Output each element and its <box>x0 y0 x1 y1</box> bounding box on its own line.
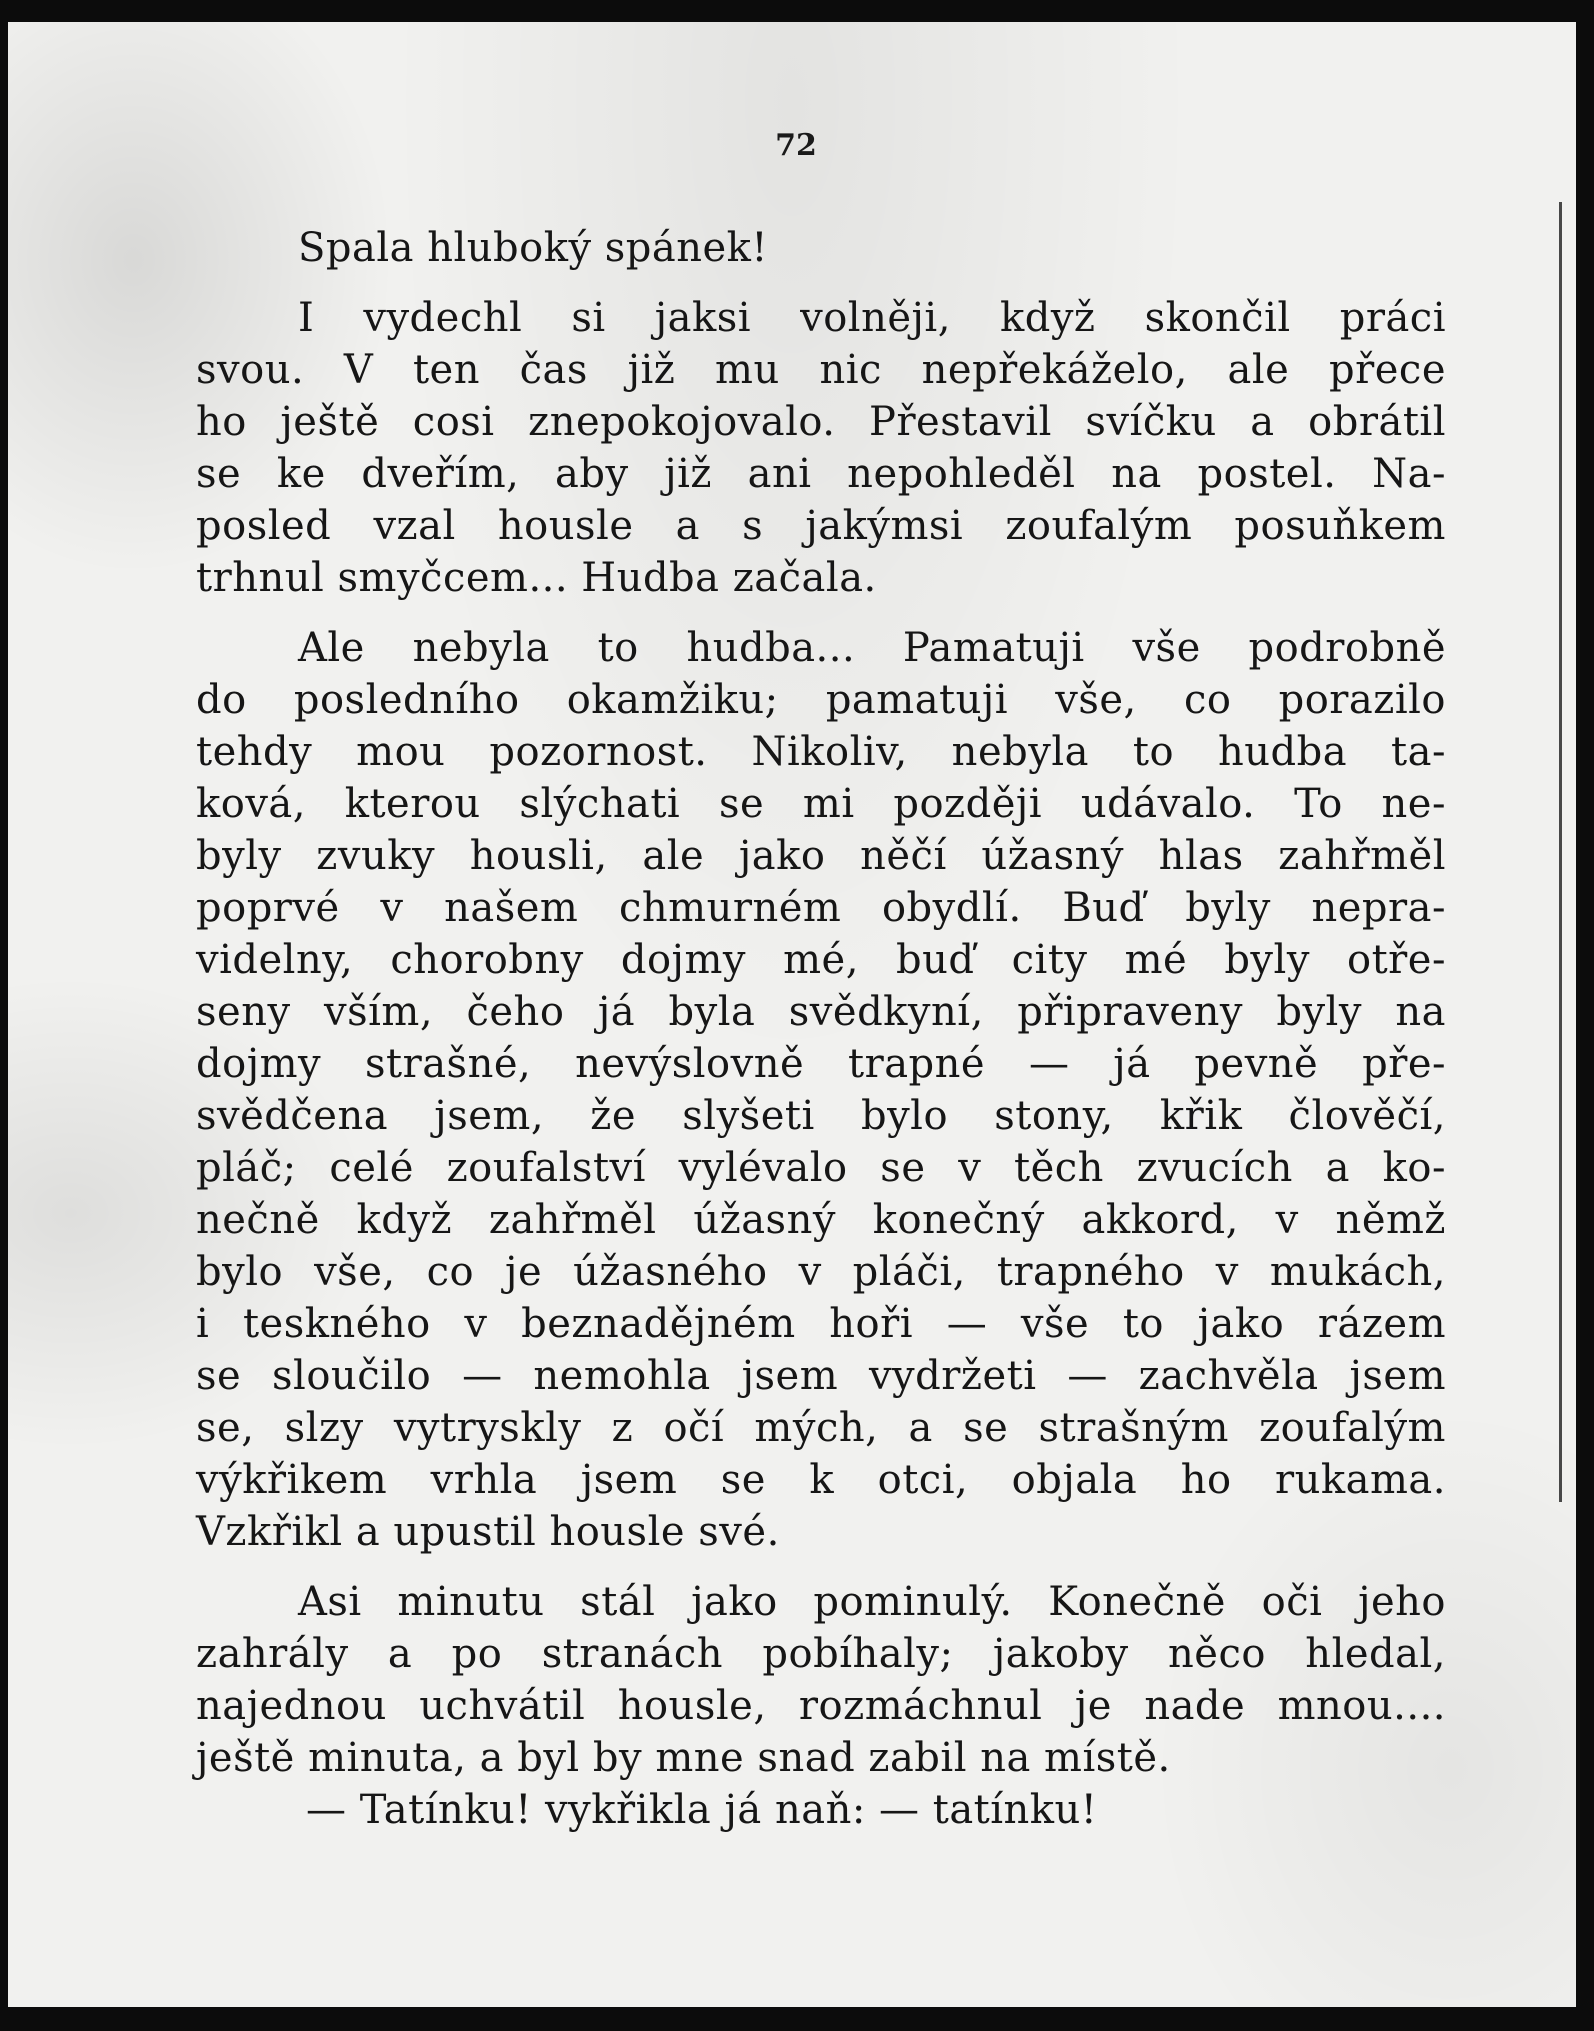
page-edge-shadow <box>1559 202 1562 1502</box>
text-line: Spala hluboký spánek! <box>298 225 768 271</box>
text-line: Ale nebyla to hudba... Pamatuji vše podrobně <box>298 625 1446 671</box>
text-line: najednou uchvátil housle, rozmáchnul je nade mnou.... <box>196 1683 1446 1729</box>
text-line: bylo vše, co je úžasného v pláči, trapného v mukách, <box>196 1249 1446 1295</box>
text-line: poprvé v našem chmurném obydlí. Buď byly nepra- <box>196 885 1446 931</box>
page-number: 72 <box>775 128 817 163</box>
text-line: do posledního okamžiku; pamatuji vše, co porazilo <box>196 677 1446 723</box>
text-line: zahrály a po stranách pobíhaly; jakoby něco hledal, <box>196 1631 1446 1677</box>
text-line: nečně když zahřměl úžasný konečný akkord, v němž <box>196 1197 1446 1243</box>
text-line: posled vzal housle a s jakýmsi zoufalým posuňkem <box>196 503 1446 549</box>
text-line: i teskného v beznadějném hoři — vše to jako rázem <box>196 1301 1446 1347</box>
text-line: videlny, chorobny dojmy mé, buď city mé byly otře- <box>196 937 1446 983</box>
text-line: byly zvuky housli, ale jako něčí úžasný hlas zahřměl <box>196 833 1446 879</box>
text-line: trhnul smyčcem... Hudba začala. <box>196 555 877 601</box>
text-line: tehdy mou pozornost. Nikoliv, nebyla to hudba ta- <box>196 729 1446 775</box>
paragraph <box>196 1784 1446 1836</box>
text-line: Asi minutu stál jako pominulý. Konečně oči jeho <box>298 1579 1446 1625</box>
text-line: ková, kterou slýchati se mi později udávalo. To ne- <box>196 781 1446 827</box>
paragraph <box>196 292 1446 604</box>
paragraph <box>196 222 1446 274</box>
text-line: — Tatínku! vykřikla já naň: — tatínku! <box>306 1787 1098 1833</box>
text-line: ho ještě cosi znepokojovalo. Přestavil svíčku a obrátil <box>196 399 1446 445</box>
paragraph <box>196 1576 1446 1784</box>
text-line: I vydechl si jaksi volněji, když skončil práci <box>298 295 1446 341</box>
text-line: se sloučilo — nemohla jsem vydržeti — zachvěla jsem <box>196 1353 1446 1399</box>
body-text <box>196 222 1446 1836</box>
text-line: pláč; celé zoufalství vylévalo se v těch zvucích a ko- <box>196 1145 1446 1191</box>
text-line: ještě minuta, a byl by mne snad zabil na místě. <box>196 1735 1171 1781</box>
paragraph <box>196 622 1446 1558</box>
text-line: výkřikem vrhla jsem se k otci, objala ho rukama. <box>196 1457 1446 1503</box>
text-line: Vzkřikl a upustil housle své. <box>196 1509 780 1555</box>
text-line: se ke dveřím, aby již ani nepohleděl na postel. Na- <box>196 451 1446 497</box>
text-line: se, slzy vytryskly z očí mých, a se strašným zoufalým <box>196 1405 1446 1451</box>
book-page <box>8 22 1576 2007</box>
text-line: svědčena jsem, že slyšeti bylo stony, křik člověčí, <box>196 1093 1446 1139</box>
text-line: svou. V ten čas již mu nic nepřekáželo, ale přece <box>196 347 1446 393</box>
text-line: dojmy strašné, nevýslovně trapné — já pevně pře- <box>196 1041 1446 1087</box>
text-line: seny vším, čeho já byla svědkyní, připraveny byly na <box>196 989 1446 1035</box>
